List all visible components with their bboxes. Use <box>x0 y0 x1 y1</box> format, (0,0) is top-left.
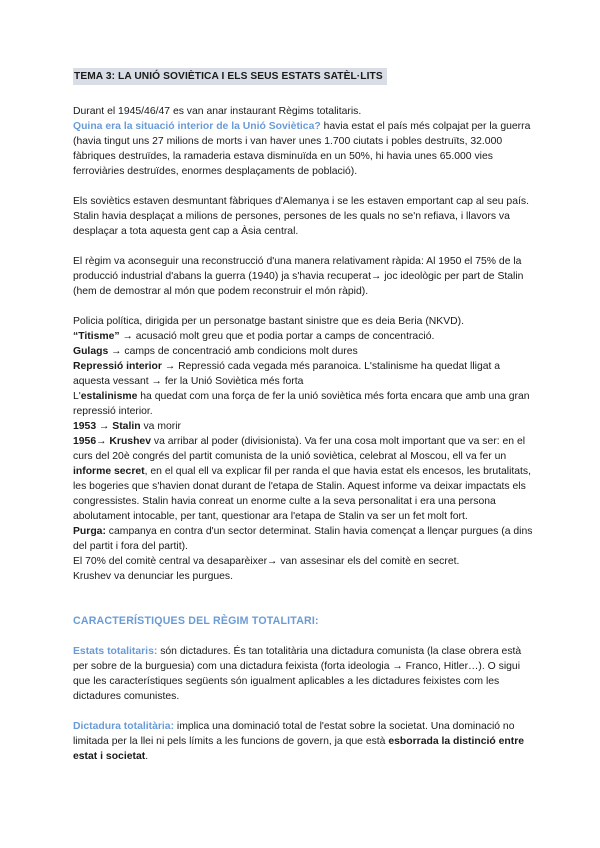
reconstruction-paragraph <box>73 254 533 299</box>
page-title: TEMA 3: LA UNIÓ SOVIÈTICA I ELS SEUS ESTATS SATÈL·LITS <box>73 68 387 85</box>
year-1956-paragraph <box>73 434 533 524</box>
totalitarian-dictatorship-text: implica una dominació total de l'estat sobre la societat. Una dominació no limitada per la llei ni pels límits a les funcions de govern, ja que està <box>73 721 515 747</box>
stalinism-line <box>73 389 533 419</box>
repression-term: Repressió interior <box>73 361 162 372</box>
spacer <box>73 179 533 194</box>
gulags-text: → camps de concentració amb condicions molt dures <box>108 346 358 357</box>
dismantling-paragraph <box>73 194 533 239</box>
gulags-line <box>73 344 533 359</box>
totalitarian-states-paragraph <box>73 644 533 704</box>
year-1956-text-continued: , en el qual ell va explicar fil per randa el que havia estat els encesos, les brutalitats, les bogeries que s'havien donat durant de l'etapa de Stalin. Aquest informe va deixar impactats els congressistes. Stalin havia conreat un enorme culte a la seva personalitat i era una persona abolutament intocable, per tant, questionar ara l'etapa de Stalin va ser un fet molt fort. <box>73 466 532 522</box>
police-text: Policia política, dirigida per un personatge bastant sinistre que es deia Beria (NKVD). <box>73 316 465 327</box>
titisme-term: “Titisme” <box>73 331 120 342</box>
spacer <box>73 584 533 599</box>
year-1956-text: va arribar al poder (divisionista). Va fer una cosa molt important que va ser: en el curs del 20è congrés del partit comunista de la unió soviètica, celebrat al Moscou, ell va fer un <box>73 436 526 462</box>
title-wrap <box>73 68 533 85</box>
purge-text: campanya en contra d'un sector determinat. Stalin havia començat a llençar purgues (a dins del partit i fora del partit). <box>73 526 533 552</box>
repression-text: → Repressió cada vegada més paranoica. L'stalinisme ha quedat lligat a aquesta vessant → fer la Unió Soviètica més forta <box>73 361 501 387</box>
committee-line <box>73 554 533 569</box>
titisme-text: → acusació molt greu que et podia portar a camps de concentració. <box>119 331 435 342</box>
titisme-line <box>73 329 533 344</box>
totalitarian-dictatorship-term: Dictadura totalitària: <box>73 721 175 732</box>
year-1953-text: va morir <box>140 421 181 432</box>
section-heading: CARACTERÍSTIQUES DEL RÈGIM TOTALITARI: <box>73 615 319 627</box>
secret-report-term: informe secret <box>73 466 145 477</box>
year-1953: 1953 → <box>73 421 113 432</box>
purge-paragraph <box>73 524 533 554</box>
spacer <box>73 704 533 719</box>
totalitarian-states-term: Estats totalitaris: <box>73 646 158 657</box>
totalitarian-states-text: són dictadures. És tan totalitària una dictadura comunista (la clase obrera està per sobre de la burguesia) com una dictadura feixista (forta ideologia → Franco, Hitler…). O sigui que les característiques següents són igualment aplicables a les dictadures feixistes com les dictadures comunistes. <box>73 646 522 702</box>
stalinism-prefix: L' <box>73 391 81 402</box>
spacer <box>73 299 533 314</box>
gulags-term: Gulags <box>73 346 109 357</box>
purge-term: Purga: <box>73 526 106 537</box>
stalinism-text: ha quedat com una força de fer la unió soviètica més forta encara que amb una gran repressió interior. <box>73 391 530 417</box>
stalin-term: Stalin <box>112 421 141 432</box>
dismantling-text: Els soviètics estaven desmuntant fàbriques d'Alemanya i se les estaven emportant cap al seu país. Stalin havia desplaçat a milions de persones, persones de les quals no se'n refiava, i llavors va desplaçar a tota aquesta gent cap a Àsia central. <box>73 196 529 237</box>
intro-text: Durant el 1945/46/47 es van anar instaurant Règims totalitaris. <box>73 106 362 117</box>
situation-paragraph <box>73 119 533 179</box>
krushev-denounce-line <box>73 569 533 584</box>
question-heading: Quina era la situació interior de la Unió Soviètica? <box>73 121 321 132</box>
stalinism-term: estalinisme <box>80 391 138 402</box>
reconstruction-text: El règim va aconseguir una reconstrucció d'una manera relativament ràpida: Al 1950 el 75% de la producció industrial d'abans la guerra (1940) ja s'havia recuperat→ joc ideològic per part de Stalin (hem de demostrar al món que podem reconstruir el món ràpid). <box>73 256 524 297</box>
krushev-term: Krushev <box>109 436 151 447</box>
intro-paragraph <box>73 104 533 119</box>
year-1956: 1956→ <box>73 436 110 447</box>
state-society-distinction: esborrada la distinció entre estat i societat <box>73 736 525 762</box>
year-1953-line <box>73 419 533 434</box>
situation-text: havia estat el país més colpajat per la guerra (havia tingut uns 27 milions de morts i van haver unes 1.700 ciutats i pobles destruïts, 32.000 fàbriques destruïdes, la ramaderia estava disminuïda en un 50%, hi havia unes 65.000 vies ferroviàries destruïdes, enormes desplaçaments de població). <box>73 121 531 177</box>
spacer <box>73 239 533 254</box>
repression-line <box>73 359 533 389</box>
police-line <box>73 314 533 329</box>
krushev-denounce-text: Krushev va denunciar les purgues. <box>73 571 233 582</box>
paragraph-end: . <box>145 751 149 762</box>
totalitarian-dictatorship-paragraph <box>73 719 533 764</box>
document-content <box>73 68 533 764</box>
committee-text: El 70% del comitè central va desaparèixer→ van assesinar els del comitè en secret. <box>73 556 460 567</box>
